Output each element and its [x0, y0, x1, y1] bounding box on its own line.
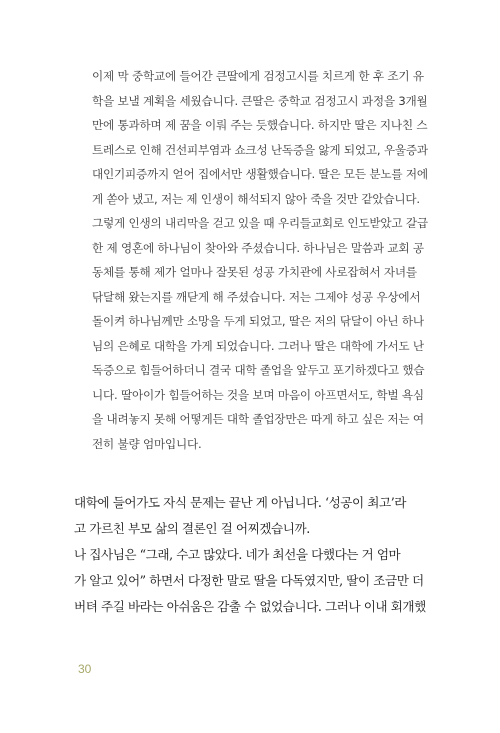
- quote-line: 게 쏟아 냈고, 저는 제 인생이 해석되지 않아 죽을 것만 같았습니다.: [92, 191, 420, 206]
- quote-line: 한 제 영혼에 하나님이 찾아와 주셨습니다. 하나님은 말씀과 교회 공: [92, 240, 424, 255]
- quote-line: 님의 은혜로 대학을 가게 되었습니다. 그러나 딸은 대학에 가서도 난: [92, 338, 424, 353]
- quote-line: 그렇게 인생의 내리막을 걷고 있을 때 우리들교회로 인도받았고 갈급: [92, 216, 428, 230]
- quote-line: 전히 불량 엄마입니다.: [92, 436, 202, 451]
- quote-line: 돌이켜 하나님께만 소망을 두게 되었고, 딸은 저의 닦달이 아닌 하나: [92, 314, 424, 328]
- quote-line: 독증으로 힘들어하더니 결국 대학 졸업을 앞두고 포기하겠다고 했습: [92, 363, 425, 377]
- body-line: 고 가르친 부모 삶의 결론인 걸 어찌겠습니까.: [74, 521, 310, 536]
- quote-line: 을 내려놓지 못해 어떻게든 대학 졸업장만은 따게 하고 싶은 저는 여: [92, 412, 424, 426]
- body-line: 가 알고 있어” 하면서 다정한 말로 딸을 다독였지만, 딸이 조금만 더: [74, 573, 424, 588]
- quote-line: 대인기피증까지 얻어 집에서만 생활했습니다. 딸은 모든 분노를 저에: [92, 167, 428, 181]
- quote-line: 동체를 통해 제가 얼마나 잘못된 성공 가치관에 사로잡혀서 자녀를: [92, 265, 417, 279]
- quote-line: 이제 막 중학교에 들어간 큰딸에게 검정고시를 치르게 한 후 조기 유: [92, 69, 424, 83]
- quote-line: 만에 통과하며 제 꿈을 이뤄 주는 듯했습니다. 하지만 딸은 지나친 스: [92, 118, 428, 132]
- body-text: [74, 490, 444, 620]
- quote-line: 니다. 딸아이가 힘들어하는 것을 보며 마음이 아프면서도, 학벌 욕심: [92, 387, 424, 402]
- testimony-quote: [92, 64, 442, 456]
- body-line: 나 집사님은 “그래, 수고 많았다. 네가 최선을 다했다는 거 엄마: [74, 547, 401, 562]
- quote-line: 트레스로 인해 건선피부염과 쇼크성 난독증을 앓게 되었고, 우울증과: [92, 142, 428, 157]
- quote-line: 학을 보낼 계획을 세웠습니다. 큰딸은 중학교 검정고시 과정을 3개월: [92, 93, 428, 108]
- body-line: 대학에 들어가도 자식 문제는 끝난 게 아닙니다. ‘성공이 최고’라: [74, 495, 406, 510]
- body-line: 버텨 주길 바라는 아쉬움은 감출 수 없었습니다. 그러나 이내 회개했: [74, 599, 426, 614]
- page-number: 30: [78, 662, 92, 676]
- quote-line: 닦달해 왔는지를 깨닫게 해 주셨습니다. 저는 그제야 성공 우상에서: [92, 289, 421, 304]
